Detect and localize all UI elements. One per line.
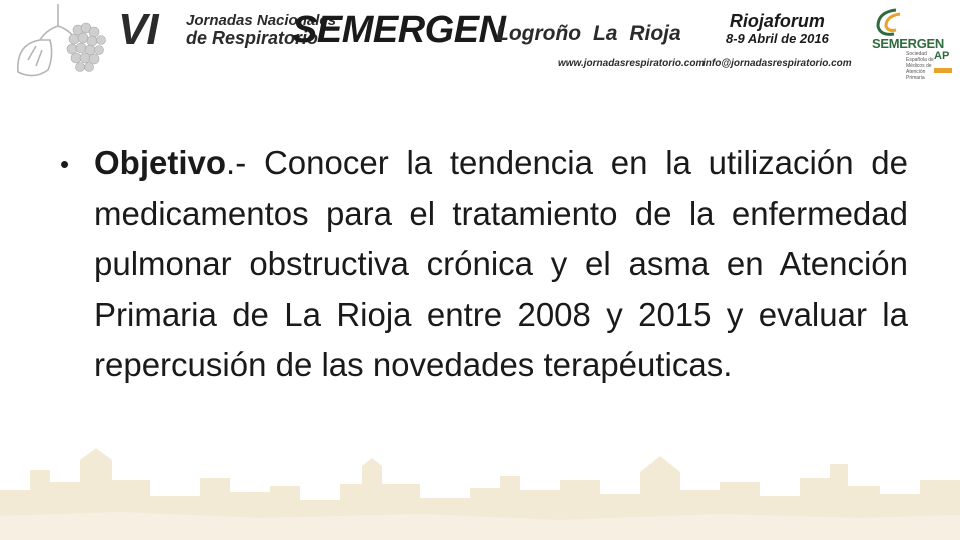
event-city: Logroño La Rioja — [496, 22, 681, 45]
header-banner — [0, 0, 960, 84]
bullet-dot-icon: • — [60, 149, 70, 179]
logo-name: SEMERGEN — [872, 36, 945, 51]
edition-number: VI — [118, 5, 158, 54]
logo-subtitle: Sociedad Española de Médicos de Atención Primaria — [906, 51, 934, 81]
event-website-link[interactable]: www.jornadasrespiratorio.com — [558, 58, 705, 69]
semergen-ap-logo — [862, 6, 956, 80]
objective-label-suffix: .- — [226, 144, 247, 181]
city-skyline-background — [0, 420, 960, 540]
brand-title: SEMERGEN — [292, 9, 506, 51]
event-email-link[interactable]: info@jornadasrespiratorio.com — [703, 58, 852, 69]
venue-name: Riojaforum — [729, 11, 825, 31]
objective-label: Objetivo — [94, 144, 227, 181]
event-dates: 8-9 Abril de 2016 — [726, 31, 829, 46]
event-title-line1: Jornadas Nacionales — [186, 12, 337, 29]
objective-paragraph — [94, 138, 908, 391]
event-venue — [726, 12, 829, 47]
semergen-swirl-logo-icon — [870, 6, 910, 38]
logo-suffix: AP — [934, 50, 950, 62]
lungs-illustration — [6, 0, 116, 82]
objective-text: Conocer la tendencia en la utilización de medicamentos para el tratamiento de la enfermedad pulmonar obstructiva crónica y el asma en Atención Primaria de La Rioja entre 2008 y 2015 y evaluar la repercusión de las novedades terapéuticas. — [94, 144, 908, 383]
event-title-line2: de Respiratorio — [186, 28, 319, 48]
logo-accent-bar — [934, 68, 952, 73]
